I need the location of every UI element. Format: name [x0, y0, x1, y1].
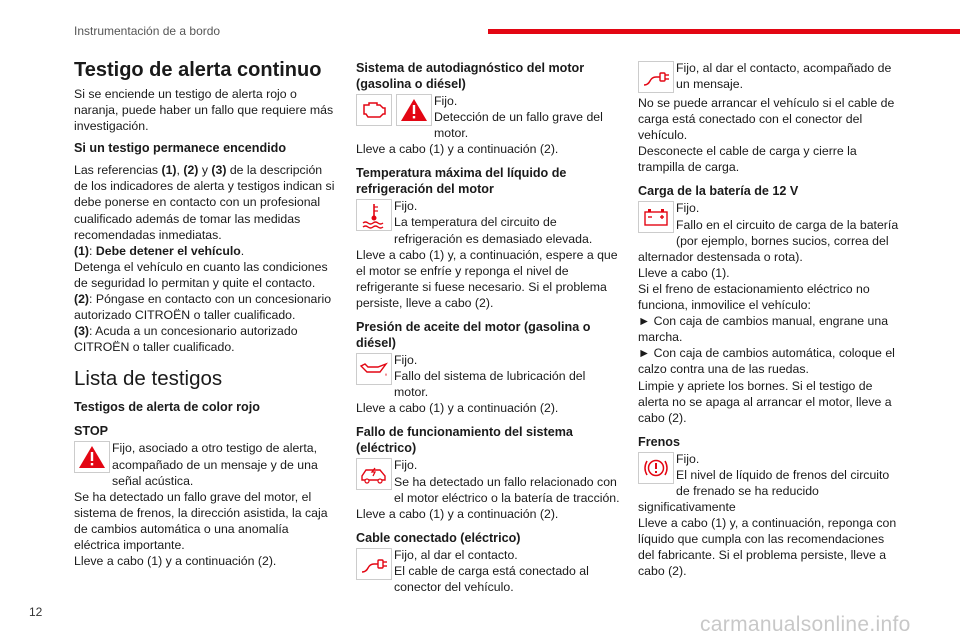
stop-para-2: Se ha detectado un fallo grave del motor, el sistema de frenos, la dirección asistida, la caja de cambios automática o una anomalía eléctrica importante. — [74, 489, 328, 552]
engine-diagnostic-icons — [356, 94, 432, 126]
watermark: carmanualsonline.info — [700, 613, 911, 636]
temp-text-2: La temperatura del circuito de refrigeración es demasiado elevada. — [394, 215, 593, 246]
column-2 — [356, 60, 622, 595]
oil-text-2: Fallo del sistema de lubricación del motor. — [394, 369, 586, 400]
cable2-text: Fijo, al dar el contacto, acompañado de un mensaje. — [676, 61, 892, 92]
battery-para-4: Limpie y apriete los bornes. Si el testigo de alerta no se apaga al arrancar el motor, lleve a cabo (2). — [638, 378, 892, 425]
coolant-temperature-icon — [356, 199, 392, 231]
battery-para-2: Lleve a cabo (1). — [638, 265, 730, 280]
diag-text-1: Fijo. — [434, 94, 458, 108]
elec-para-2: Lleve a cabo (1) y a continuación (2). — [356, 506, 559, 521]
battery-text-2: Fallo en el circuito de carga de la batería (por ejemplo, bornes sucios, correa del alternador destensada o rota). — [638, 217, 899, 264]
para-referencias: Las referencias (1), (2) y (3) de la descripción de los indicadores de alerta y testigos indican si debe ponerse en contacto con un profesional cualificado además de tomar las medidas recomendadas inmediatas. — [74, 163, 335, 242]
entry-cable — [356, 547, 622, 595]
cable-text-2: El cable de carga está conectado al conector del vehículo. — [394, 563, 589, 594]
item-2: (2): Póngase en contacto con un concesionario autorizado CITROËN o taller cualificado. — [74, 292, 332, 323]
elec-text-2: Se ha detectado un fallo relacionado con el motor eléctrico o la batería de tracción. — [394, 474, 620, 505]
charging-cable-icon — [638, 61, 674, 93]
entry-brake — [638, 451, 900, 515]
brake-para-2: Lleve a cabo (1) y, a continuación, reponga con líquido que cumpla con las recomendaciones del fabricante. Si el problema persiste, lleve a cabo (2). — [638, 516, 897, 579]
cable2-para-3: Desconecte el cable de carga y cierre la trampilla de carga. — [638, 144, 857, 175]
entry-oil — [356, 352, 622, 400]
entry-cable-2 — [638, 60, 900, 95]
cable-title: Cable conectado (eléctrico) — [356, 530, 521, 545]
heading-permanece: Si un testigo permanece encendido — [74, 141, 287, 156]
diag-title: Sistema de autodiagnóstico del motor (gasolina o diésel) — [356, 61, 585, 91]
warning-triangle-icon — [74, 441, 110, 473]
elec-text-1: Fijo. — [394, 458, 418, 473]
header-title: Instrumentación de a bordo — [74, 24, 221, 38]
brake-title: Frenos — [638, 434, 680, 449]
entry-diag — [356, 93, 622, 141]
charging-cable-icon — [356, 548, 392, 580]
diag-para-2: Lleve a cabo (1) y a continuación (2). — [356, 142, 559, 157]
battery-title: Carga de la batería de 12 V — [638, 184, 799, 199]
cable2-para-2: No se puede arrancar el vehículo si el cable de carga está conectado con el conector del vehículo. — [638, 96, 895, 143]
entry-elec — [356, 457, 622, 505]
heading-rojo: Testigos de alerta de color rojo — [74, 400, 260, 415]
heading-lista-testigos: Lista de testigos — [74, 367, 223, 391]
entry-battery — [638, 200, 900, 264]
oil-para-2: Lleve a cabo (1) y a continuación (2). — [356, 401, 559, 416]
column-1 — [74, 58, 336, 569]
temp-text-1: Fijo. — [394, 199, 418, 214]
brake-warning-icon — [638, 452, 674, 484]
engine-icon — [356, 94, 392, 126]
brake-text-2: El nivel de líquido de frenos del circuito de frenado se ha reducido significativamente — [638, 467, 890, 515]
entry-temp — [356, 198, 622, 246]
stop-para-3: Lleve a cabo (1) y a continuación (2). — [74, 554, 277, 569]
page-number: 12 — [29, 605, 43, 619]
column-3 — [638, 60, 900, 580]
temp-para-2: Lleve a cabo (1) y, a continuación, espere a que el motor se enfríe y reponga el nivel de refrigerante si fuese necesario. Si el problema persiste, lleve a cabo (2). — [356, 247, 618, 310]
entry-stop — [74, 440, 336, 488]
item-1-text: Detenga el vehículo en cuanto las condiciones de seguridad lo permitan y quite el contacto. — [74, 259, 328, 290]
item-1: (1): Debe detener el vehículo. — [74, 243, 245, 258]
stop-title: STOP — [74, 424, 109, 439]
temp-title: Temperatura máxima del líquido de refrigeración del motor — [356, 166, 567, 197]
oil-pressure-icon — [356, 353, 392, 385]
battery-icon — [638, 201, 674, 233]
header-accent-bar — [488, 29, 960, 34]
battery-text-1: Fijo. — [676, 201, 700, 216]
diag-text-2: Detección de un fallo grave del motor. — [434, 110, 603, 141]
stop-text: Fijo, asociado a otro testigo de alerta, acompañado de un mensaje y de una señal acústica. — [112, 441, 318, 488]
warning-triangle-icon — [396, 94, 432, 126]
battery-bullet-2: ► Con caja de cambios automática, coloque el calzo contra una de las ruedas. — [638, 346, 895, 377]
cable-text-1: Fijo, al dar el contacto. — [394, 547, 518, 562]
heading-testigo-continuo: Testigo de alerta continuo — [74, 59, 322, 81]
battery-bullet-1: ► Con caja de cambios manual, engrane una marcha. — [638, 314, 889, 345]
battery-para-3: Si el freno de estacionamiento eléctrico no funciona, inmovilice el vehículo: — [638, 281, 870, 313]
para-continuo: Si se enciende un testigo de alerta rojo o naranja, puede haber un fallo que requiere más investigación. — [74, 87, 334, 134]
elec-title: Fallo de funcionamiento del sistema (eléctrico) — [356, 425, 573, 456]
electric-system-fault-icon — [356, 458, 392, 490]
oil-title: Presión de aceite del motor (gasolina o diésel) — [356, 320, 591, 351]
brake-text-1: Fijo. — [676, 451, 700, 466]
oil-text-1: Fijo. — [394, 353, 418, 368]
item-3: (3): Acuda a un concesionario autorizado CITROËN o taller cualificado. — [74, 324, 298, 355]
